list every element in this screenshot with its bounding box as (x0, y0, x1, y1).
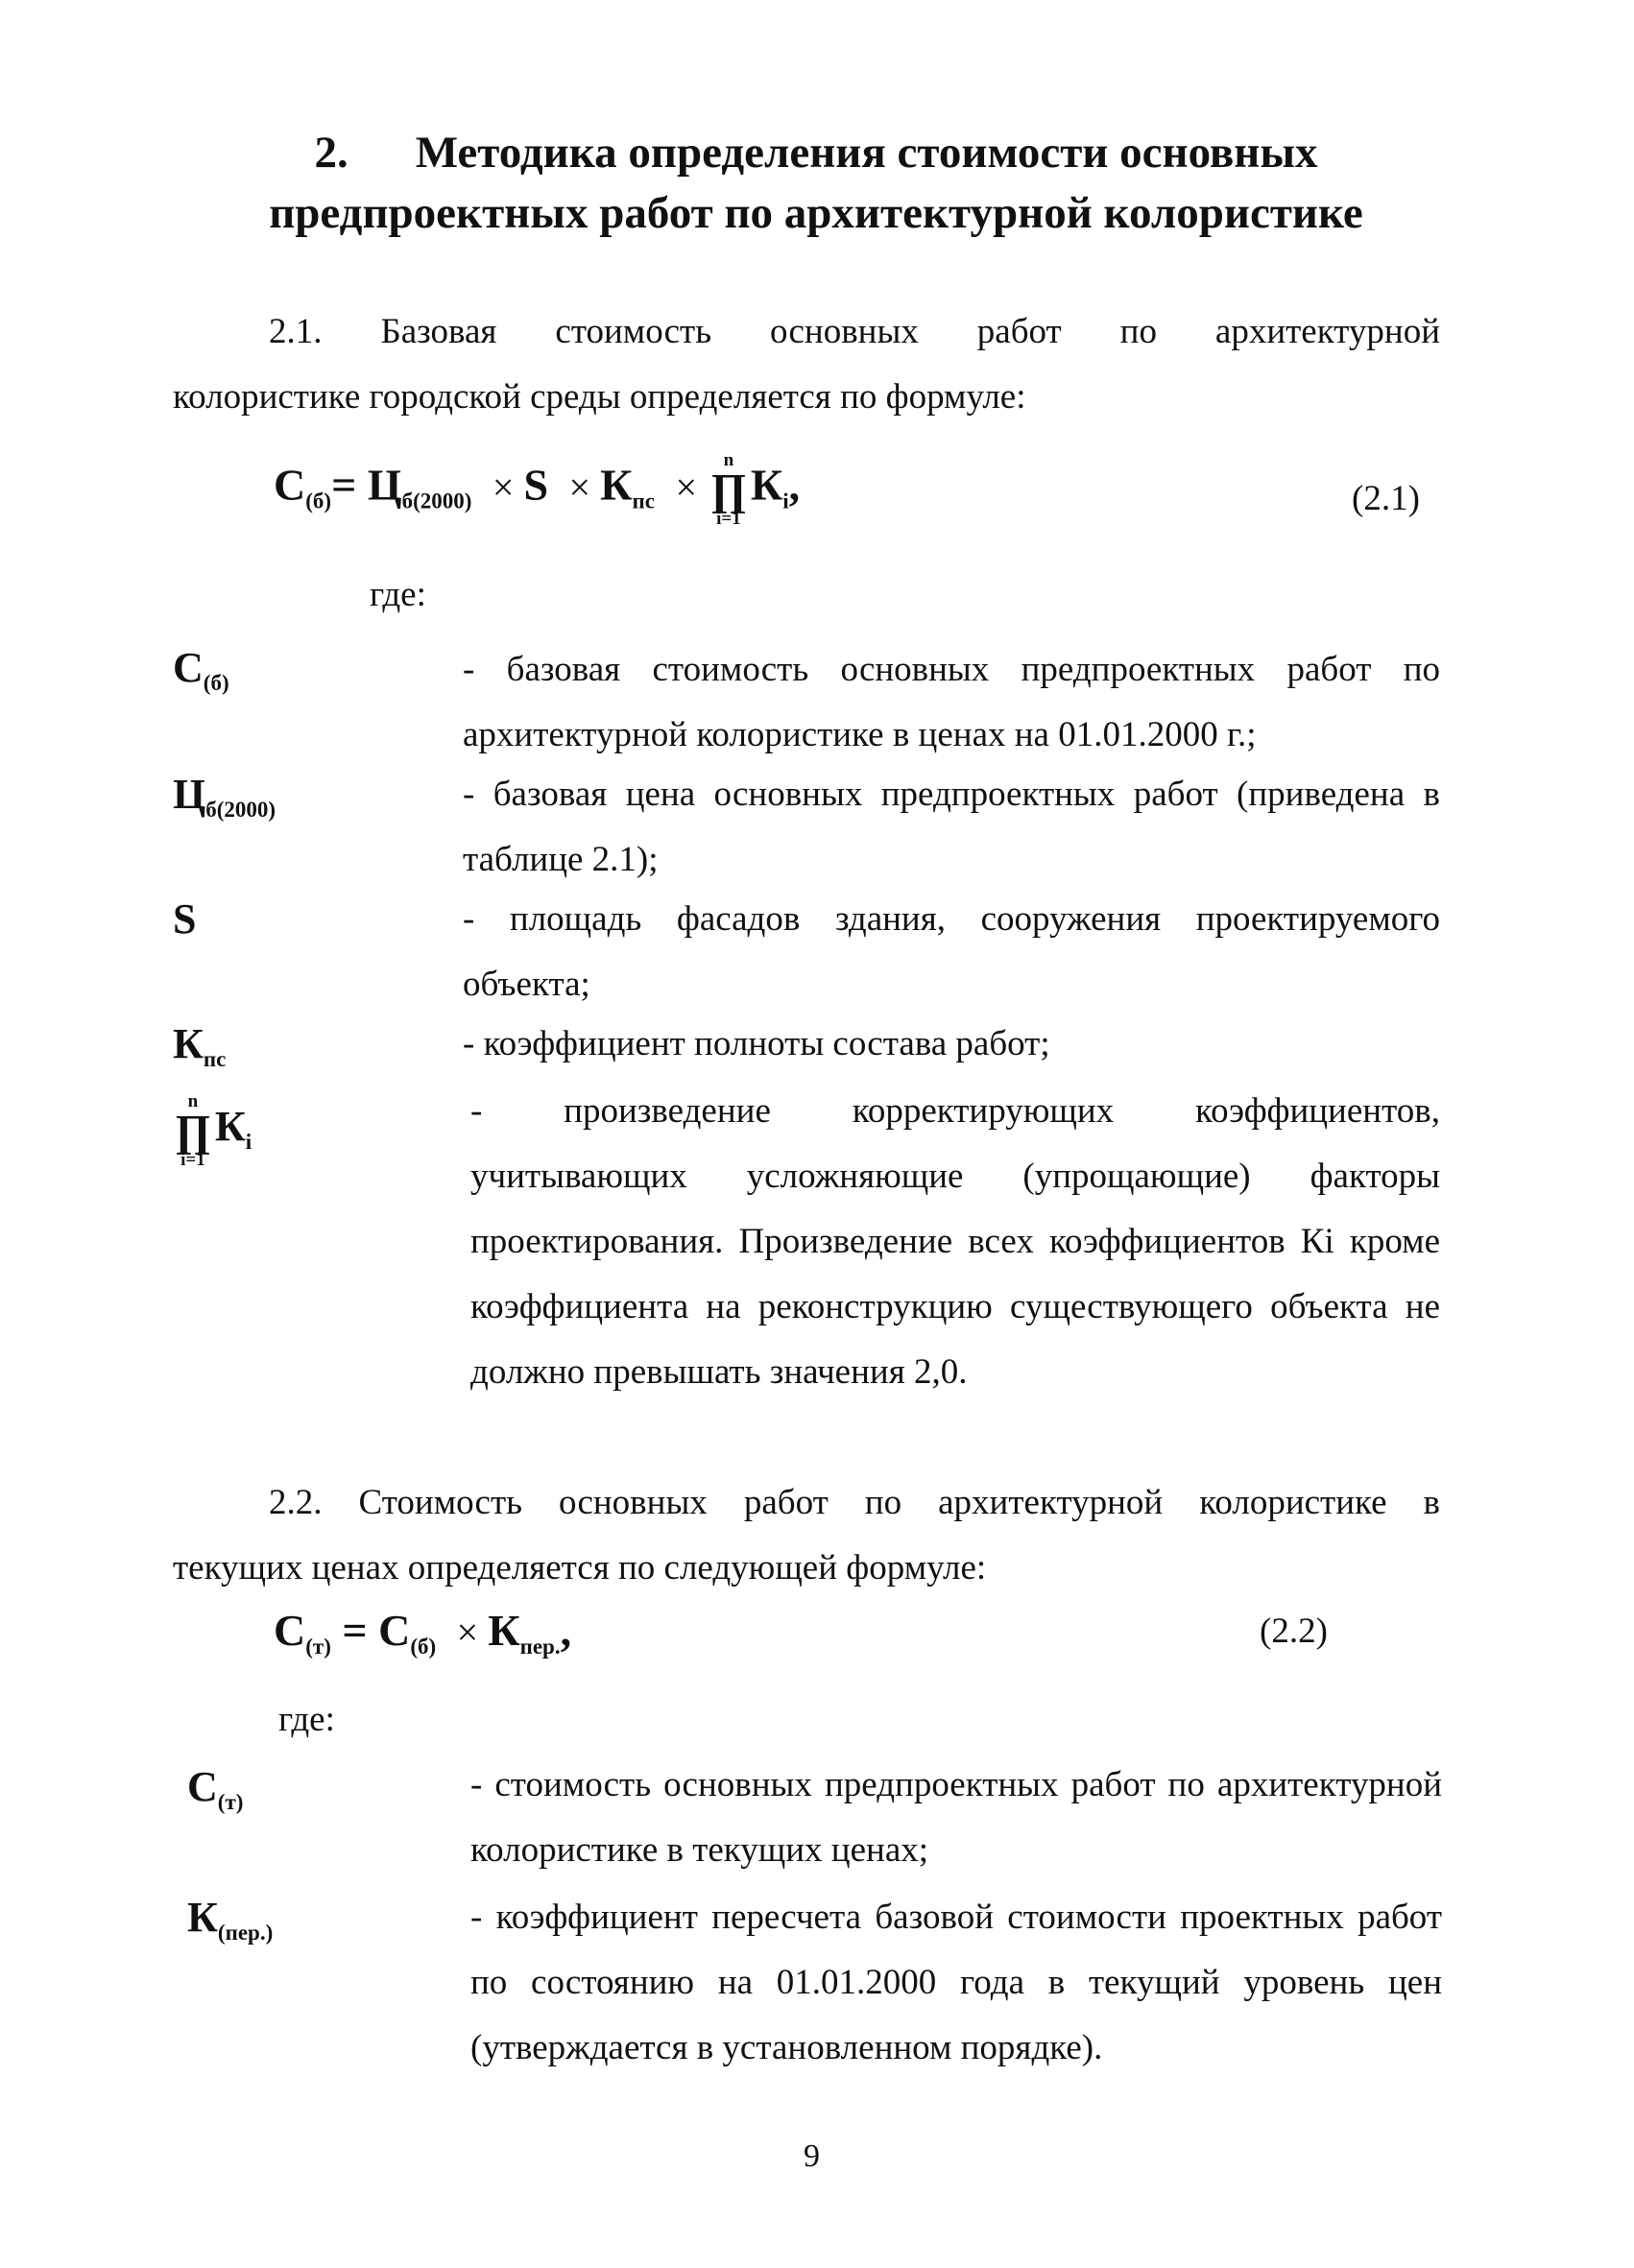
definition-k-ps: - коэффициент полноты состава работ; (463, 1024, 1050, 1063)
heading-line-1: 2. Методика определения стоимости основных (173, 123, 1459, 183)
where-label-2-1: где: (370, 575, 426, 614)
definition-c-t: - стоимость основных предпроектных работ по архитектурной колористике в текущих ценах; (470, 1765, 1442, 1870)
formula-2-2: $С_{(т)} = С_{(б)} \times К_{пер.}$, (274, 1606, 572, 1659)
definition-product-ki: - произведение корректирующих коэффициентов, учитывающих усложняющие (упрощающие) факторы проектирования. Произведение всех коэффициентов Кi кроме коэффициента на реконструкцию существующего объекта не должно превышать значения 2,0. (470, 1091, 1440, 1392)
symbol-c-b: $С_{(б)}$ (173, 644, 229, 695)
symbol-price: $Ц_{б(2000)}$ (173, 771, 276, 822)
product-operator: n ∏ i=1 (710, 450, 747, 529)
formula-2-1: $С_{(б)}= Ц_{б(2000)} \times S \times К_{пс}$ × n ∏ i=1 $К_i$, (274, 450, 801, 529)
heading-number: 2. (314, 128, 348, 178)
symbol-c-t: $С_{(т)}$ (187, 1763, 244, 1814)
definition-area: - площадь фасадов здания, сооружения проектируемого объекта; (463, 899, 1440, 1004)
heading-line-2: предпроектных работ по архитектурной колористике (269, 188, 1363, 238)
definition-c-b: - базовая стоимость основных предпроектных работ по архитектурной колористике в ценах на 01.01.2000 г.; (463, 650, 1440, 754)
paragraph-2-1-line-1: 2.1. Базовая стоимость основных работ по архитектурной (269, 312, 1440, 351)
paragraph-2-2-line-1: 2.2. Стоимость основных работ по архитектурной колористике в (269, 1483, 1440, 1522)
equation-number-2-1: (2.1) (1352, 479, 1420, 518)
where-label-2-2: где: (278, 1700, 335, 1739)
definition-price: - базовая цена основных предпроектных работ (приведена в таблице 2.1); (463, 775, 1440, 879)
paragraph-2-1-line-2: колористике городской среды определяется по формуле: (173, 377, 1026, 417)
paragraph-2-1 (173, 299, 1440, 430)
equation-number-2-2: (2.2) (1260, 1611, 1328, 1651)
symbol-k-ps: $К_{пс}$ (173, 1020, 227, 1071)
symbol-k-per: $К_{(пер.)}$ (187, 1894, 274, 1945)
symbol-product-ki: n ∏ i=1 $К_i$ (175, 1091, 252, 1170)
symbol-area: S (173, 895, 197, 943)
page-number: 9 (804, 2138, 820, 2174)
paragraph-2-2 (173, 1470, 1440, 1601)
section-heading (173, 123, 1459, 244)
paragraph-2-2-line-2: текущих ценах определяется по следующей формуле: (173, 1548, 987, 1588)
definition-k-per: - коэффициент пересчета базовой стоимости проектных работ по состоянию на 01.01.2000 года в текущий уровень цен (утверждается в установленном порядке). (470, 1898, 1442, 2067)
